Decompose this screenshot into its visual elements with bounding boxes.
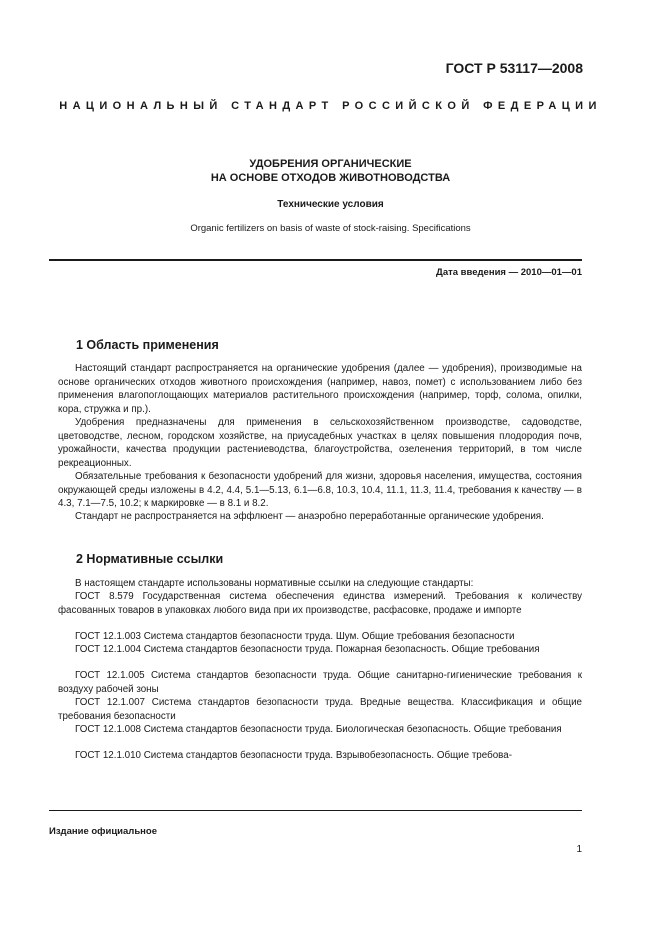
official-edition-label: Издание официальное	[49, 826, 157, 837]
reference-item: ГОСТ 8.579 Государственная система обеспечения единства измерений. Требования к количеству фасованных товаров в упаковках любого вида при их производстве, расфасовке, продаже и импорте	[58, 591, 582, 616]
document-title	[0, 157, 661, 185]
national-standard-banner: НАЦИОНАЛЬНЫЙ СТАНДАРТ РОССИЙСКОЙ ФЕДЕРАЦИИ	[59, 100, 602, 112]
reference-item: ГОСТ 12.1.008 Система стандартов безопасности труда. Биологическая безопасность. Общие требования	[75, 724, 562, 735]
title-line-1: УДОБРЕНИЯ ОРГАНИЧЕСКИЕ	[249, 158, 412, 170]
header-divider	[49, 259, 582, 261]
section-1-heading: 1 Область применения	[76, 338, 219, 352]
section-1-paragraph-2: Удобрения предназначены для применения в сельскохозяйственном производстве, садоводстве, цветоводстве, лесном, городском хозяйстве, на приусадебных участках в целях повышения плодородия почв, урожайности, качества продукции растениеводства, благоустройства, озеленения территорий, в том числе рекреационных.	[58, 417, 582, 469]
reference-item: ГОСТ 12.1.003 Система стандартов безопасности труда. Шум. Общие требования безопасности	[75, 631, 515, 642]
footer-divider	[49, 810, 582, 811]
section-2-heading: 2 Нормативные ссылки	[76, 552, 224, 566]
reference-item: ГОСТ 12.1.007 Система стандартов безопасности труда. Вредные вещества. Классификация и общие требования безопасности	[58, 697, 582, 722]
reference-item: ГОСТ 12.1.010 Система стандартов безопасности труда. Взрывобезопасность. Общие требова-	[75, 750, 512, 761]
section-1-paragraph-4: Стандарт не распространяется на эффлюент — анаэробно переработанные органические удобрения.	[75, 511, 544, 522]
section-1-paragraph-1: Настоящий стандарт распространяется на органические удобрения (далее — удобрения), производимые на основе органических отходов животного происхождения (например, навоз, помет) с использованием либо без применения влагопоглощающих материалов растительного происхождения (например, торф, солома, опилки, кора, стружка и пр.).	[58, 363, 582, 415]
english-title: Organic fertilizers on basis of waste of stock-raising. Specifications	[190, 223, 471, 234]
document-number: ГОСТ Р 53117—2008	[445, 60, 583, 76]
title-line-2: НА ОСНОВЕ ОТХОДОВ ЖИВОТНОВОДСТВА	[210, 172, 451, 184]
page-number: 1	[576, 844, 582, 855]
reference-item: ГОСТ 12.1.005 Система стандартов безопасности труда. Общие санитарно-гигиенические требования к воздуху рабочей зоны	[58, 670, 582, 695]
section-1-paragraph-3: Обязательные требования к безопасности удобрений для жизни, здоровья населения, имущества, состояния окружающей среды изложены в 4.2, 4.4, 5.1—5.13, 6.1—6.8, 10.3, 10.4, 11.1, 11.3, 11.4, требования к качеству — в 4.3, 7.1—7.5, 10.2; к маркировке — в 8.1 и 8.2.	[58, 471, 582, 509]
section-2-intro: В настоящем стандарте использованы нормативные ссылки на следующие стандарты:	[75, 578, 474, 589]
reference-item: ГОСТ 12.1.004 Система стандартов безопасности труда. Пожарная безопасность. Общие требования	[75, 644, 540, 655]
document-subtitle: Технические условия	[277, 199, 384, 210]
introduction-date: Дата введения — 2010—01—01	[436, 267, 582, 278]
